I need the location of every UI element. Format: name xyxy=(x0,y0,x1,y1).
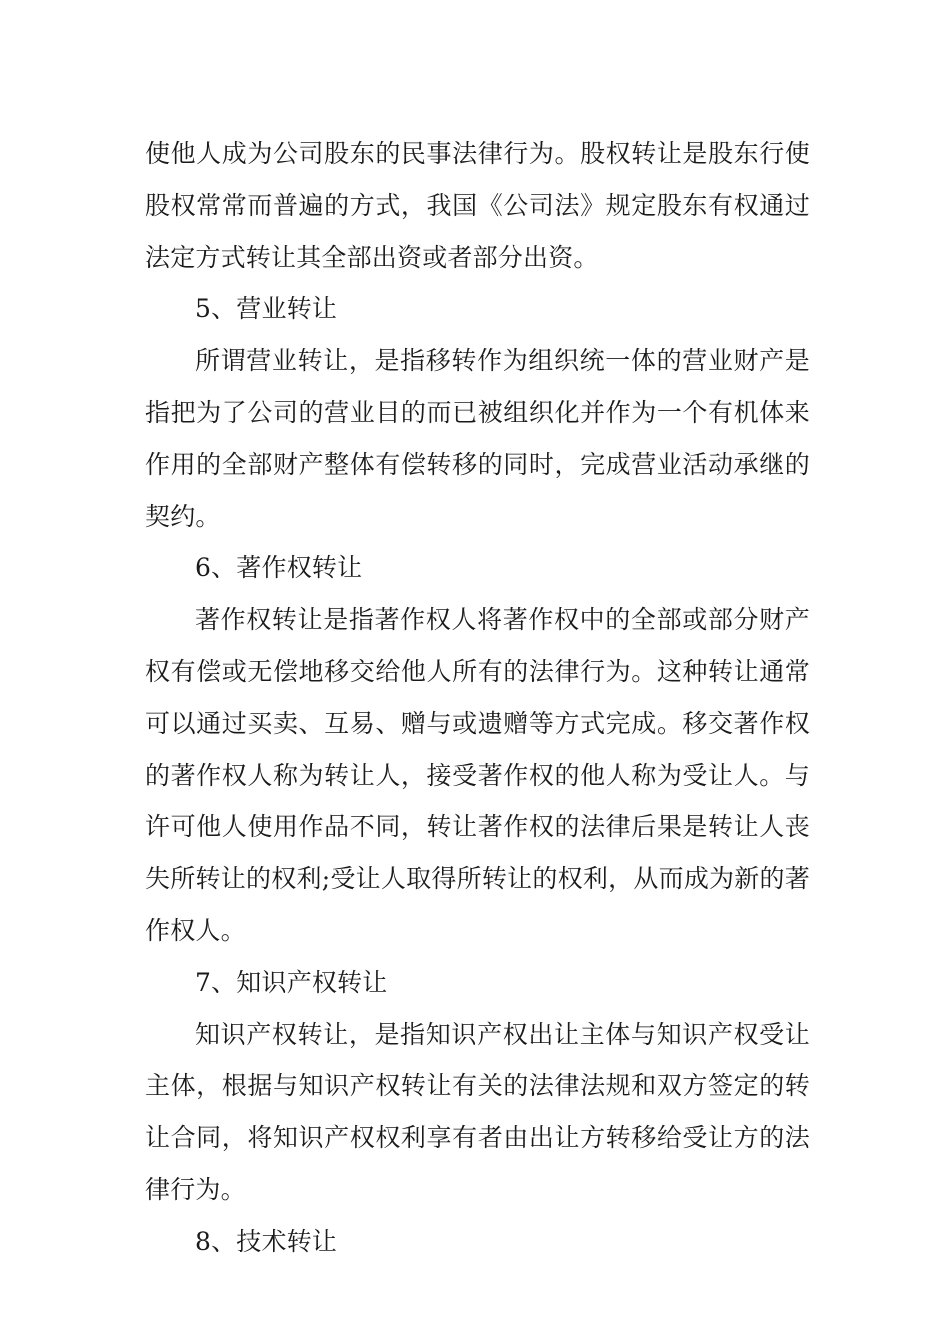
paragraph-ip-transfer: 知识产权转让，是指知识产权出让主体与知识产权受让主体，根据与知识产权转让有关的法律法规和双方签定的转让合同，将知识产权权利享有者由出让方转移给受让方的法律行为。 xyxy=(145,1019,810,1204)
paragraph-business-transfer: 所谓营业转让，是指移转作为组织统一体的营业财产是指把为了公司的营业目的而已被组织化并作为一个有机体来作用的全部财产整体有偿转移的同时，完成营业活动承继的契约。 xyxy=(145,346,810,531)
document-body xyxy=(145,128,810,1268)
section-heading-technology-transfer: 8、技术转让 xyxy=(195,1226,338,1256)
section-heading-business-transfer: 5、营业转让 xyxy=(195,294,338,324)
paragraph-equity-transfer-continuation: 使他人成为公司股东的民事法律行为。股权转让是股东行使股权常常而普遍的方式，我国《公司法》规定股东有权通过法定方式转让其全部出资或者部分出资。 xyxy=(145,139,810,272)
section-heading-ip-transfer: 7、知识产权转让 xyxy=(195,967,388,997)
paragraph-copyright-transfer: 著作权转让是指著作权人将著作权中的全部或部分财产权有偿或无偿地移交给他人所有的法律行为。这种转让通常可以通过买卖、互易、赠与或遗赠等方式完成。移交著作权的著作权人称为转让人，接受著作权的他人称为受让人。与许可他人使用作品不同，转让著作权的法律后果是转让人丧失所转让的权利;受让人取得所转让的权利，从而成为新的著作权人。 xyxy=(145,605,810,945)
section-heading-copyright-transfer: 6、著作权转让 xyxy=(195,553,363,583)
